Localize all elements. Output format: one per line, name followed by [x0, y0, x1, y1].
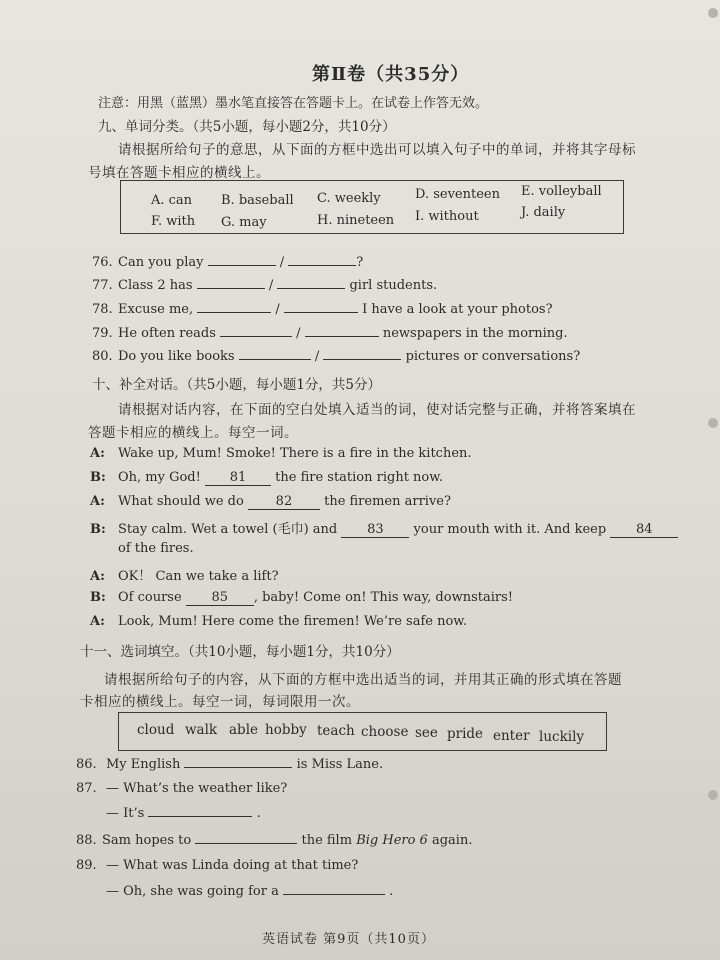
question-77: 77. Class 2 has / girl students.: [92, 278, 438, 293]
question-78: 78. Excuse me, / I have a look at your photos?: [92, 302, 553, 317]
word-bank-item: choose: [361, 724, 409, 740]
option-a: A. can: [151, 193, 193, 208]
section-11-instruction-cont: 卡相应的横线上。每空一词，每词限用一次。: [80, 694, 360, 710]
blank-83: 83: [341, 522, 409, 538]
page-footer: 英语试卷 第9页（共10页）: [262, 932, 435, 947]
dialog-line: B: Of course 85 , baby! Come on! This way, downstairs!: [90, 590, 513, 605]
option-i: I. without: [415, 209, 479, 224]
section-9-instruction: 请根据所给句子的意思，从下面的方框中选出可以填入句子中的单词，并将其字母标: [118, 142, 636, 158]
page-title: 第Ⅱ卷（共35分）: [312, 64, 470, 85]
binding-hole: [708, 418, 718, 428]
question-87: 87. — What’s the weather like?: [76, 781, 288, 796]
blank-84: 84: [610, 522, 678, 538]
word-bank-item: teach: [317, 723, 355, 739]
binding-hole: [708, 790, 718, 800]
dialog-line: of the fires.: [118, 541, 194, 556]
word-bank-item: luckily: [539, 729, 585, 745]
question-76: 76. Can you play / ?: [92, 255, 364, 270]
option-h: H. nineteen: [317, 213, 395, 228]
option-e: E. volleyball: [521, 184, 602, 199]
dialog-line: B: Oh, my God! 81 the fire station right now.: [90, 470, 443, 485]
question-86: 86. My English is Miss Lane.: [76, 757, 384, 772]
blank-82: 82: [248, 494, 320, 510]
question-87-answer: — It’s .: [106, 806, 261, 821]
section-10-instruction-cont: 答题卡相应的横线上。每空一词。: [88, 425, 298, 441]
word-bank-item: cloud: [137, 722, 175, 738]
word-bank-item: see: [415, 725, 438, 741]
blank-85: 85: [186, 590, 254, 606]
section-9-heading: 九、单词分类。（共5小题，每小题2分，共10分）: [98, 119, 396, 135]
dialog-line: A: OK！ Can we take a lift?: [90, 569, 279, 584]
option-c: C. weekly: [317, 191, 381, 206]
word-bank-item: enter: [493, 728, 530, 744]
option-b: B. baseball: [221, 193, 294, 208]
dialog-line: A: Look, Mum! Here come the firemen! We’re safe now.: [90, 614, 468, 629]
section-10-heading: 十、补全对话。（共5小题，每小题1分，共5分）: [92, 377, 382, 393]
option-j: J. daily: [521, 205, 566, 220]
word-bank-item: hobby: [265, 722, 307, 738]
section-11-heading: 十一、选词填空。（共10小题，每小题1分，共10分）: [80, 644, 400, 660]
option-d: D. seventeen: [415, 187, 500, 202]
question-79: 79. He often reads / newspapers in the morning.: [92, 326, 568, 341]
question-88: 88. Sam hopes to the film Big Hero 6 again.: [76, 833, 473, 848]
question-89: 89. — What was Linda doing at that time?: [76, 858, 359, 873]
options-box: [120, 180, 624, 234]
exam-note: 注意：用黑（蓝黑）墨水笔直接答在答题卡上。在试卷上作答无效。: [98, 96, 489, 111]
dialog-line: A: Wake up, Mum! Smoke! There is a fire in the kitchen.: [90, 446, 472, 461]
section-11-instruction: 请根据所给句子的内容，从下面的方框中选出适当的词，并用其正确的形式填在答题: [104, 672, 622, 688]
dialog-line: A: What should we do 82 the firemen arrive?: [90, 494, 451, 509]
binding-hole: [708, 8, 718, 18]
word-bank-item: able: [229, 722, 258, 738]
word-bank-box: [118, 712, 607, 751]
word-bank-item: walk: [185, 722, 218, 738]
section-9-instruction-cont: 号填在答题卡相应的横线上。: [88, 165, 270, 181]
section-10-instruction: 请根据对话内容，在下面的空白处填入适当的词，使对话完整与正确，并将答案填在: [118, 402, 636, 418]
blank-81: 81: [205, 470, 271, 486]
question-80: 80. Do you like books / pictures or conversations?: [92, 349, 581, 364]
option-f: F. with: [151, 214, 196, 229]
option-g: G. may: [221, 215, 267, 230]
dialog-line: B: Stay calm. Wet a towel (毛巾) and 83 your mouth with it. And keep 84: [90, 518, 678, 538]
word-bank-item: pride: [447, 726, 484, 742]
question-89-answer: — Oh, she was going for a .: [106, 884, 394, 899]
